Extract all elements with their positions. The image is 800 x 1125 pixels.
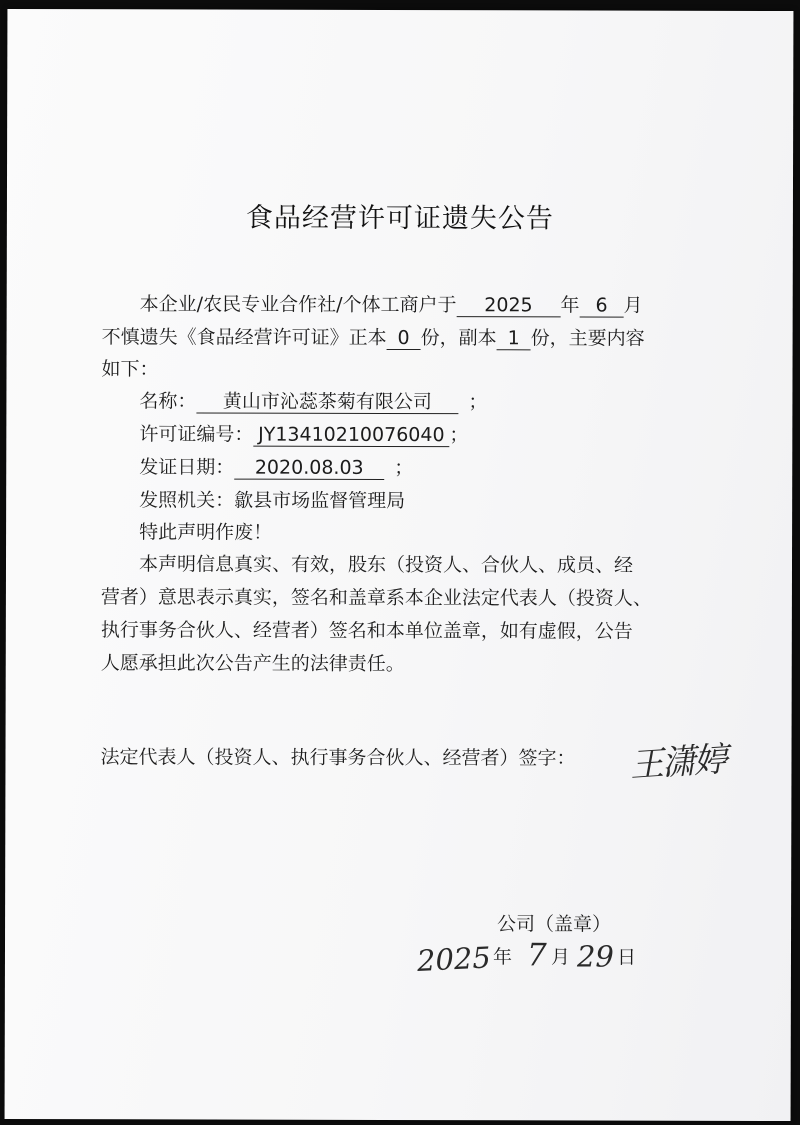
- date-label: 发证日期：: [139, 456, 235, 479]
- company-name: 黄山市沁蕊茶菊有限公司: [196, 390, 458, 414]
- intro-copy-text: 份，副本: [420, 327, 497, 350]
- intro-line-3: 如下：: [101, 358, 159, 381]
- issuing-authority: 歙县市场监督管理局: [234, 489, 406, 513]
- copy-count: 1: [497, 327, 531, 350]
- issue-date: 2020.08.03: [234, 457, 384, 480]
- loss-month: 6: [579, 294, 623, 317]
- sign-date-year: 2025: [416, 940, 492, 978]
- original-count: 0: [387, 327, 421, 350]
- intro-line-2: [102, 325, 645, 350]
- license-end: ；: [449, 424, 469, 447]
- sign-date-month-char: 月: [550, 946, 571, 969]
- intro-prefix: 本企业/农民专业合作社/个体工商户于: [139, 293, 457, 317]
- declare-void: 特此声明作废！: [139, 521, 273, 544]
- intro-main-content: 份，主要内容: [530, 327, 645, 350]
- sign-date-day: 29: [576, 939, 614, 974]
- statement-line-2: 营者）意思表示真实，签名和盖章系本企业法定代表人（投资人、: [100, 586, 652, 610]
- field-date-row: [139, 455, 413, 480]
- sign-date-day-char: 日: [616, 946, 637, 969]
- loss-year: 2025: [456, 294, 560, 317]
- field-name-row: [139, 389, 487, 414]
- signature-label: 法定代表人（投资人、执行事务合伙人、经营者）签字：: [100, 746, 576, 770]
- handwritten-signature: 王潇婷: [628, 739, 727, 786]
- license-number: JY13410210076040: [253, 424, 449, 448]
- seal-label: 公司（盖章）: [497, 913, 612, 936]
- year-suffix: 年: [560, 294, 580, 317]
- intro-lost-text: 不慎遗失《食品经营许可证》正本: [101, 326, 387, 349]
- statement-line-3: 执行事务合伙人、经营者）签名和本单位盖章，如有虚假，公告: [100, 619, 633, 643]
- field-license-row: [139, 422, 468, 447]
- name-label: 名称：: [139, 390, 197, 413]
- statement-line-1: 本声明信息真实、有效，股东（投资人、合伙人、成员、经: [138, 553, 634, 577]
- field-authority-row: [139, 488, 405, 513]
- statement-line-4: 人愿承担此次公告产生的法律责任。: [100, 652, 405, 676]
- sign-date-year-char: 年: [492, 946, 513, 969]
- date-end: ；: [394, 456, 414, 480]
- license-label: 许可证编号：: [139, 423, 254, 446]
- authority-label: 发照机关：: [139, 489, 235, 512]
- document-sheet: [5, 9, 794, 1121]
- document-title: 食品经营许可证遗失公告: [245, 202, 554, 235]
- intro-line-1: [140, 292, 643, 317]
- month-suffix: 月: [623, 294, 643, 317]
- name-end: ；: [468, 391, 488, 414]
- sign-date-month: 7: [526, 937, 547, 974]
